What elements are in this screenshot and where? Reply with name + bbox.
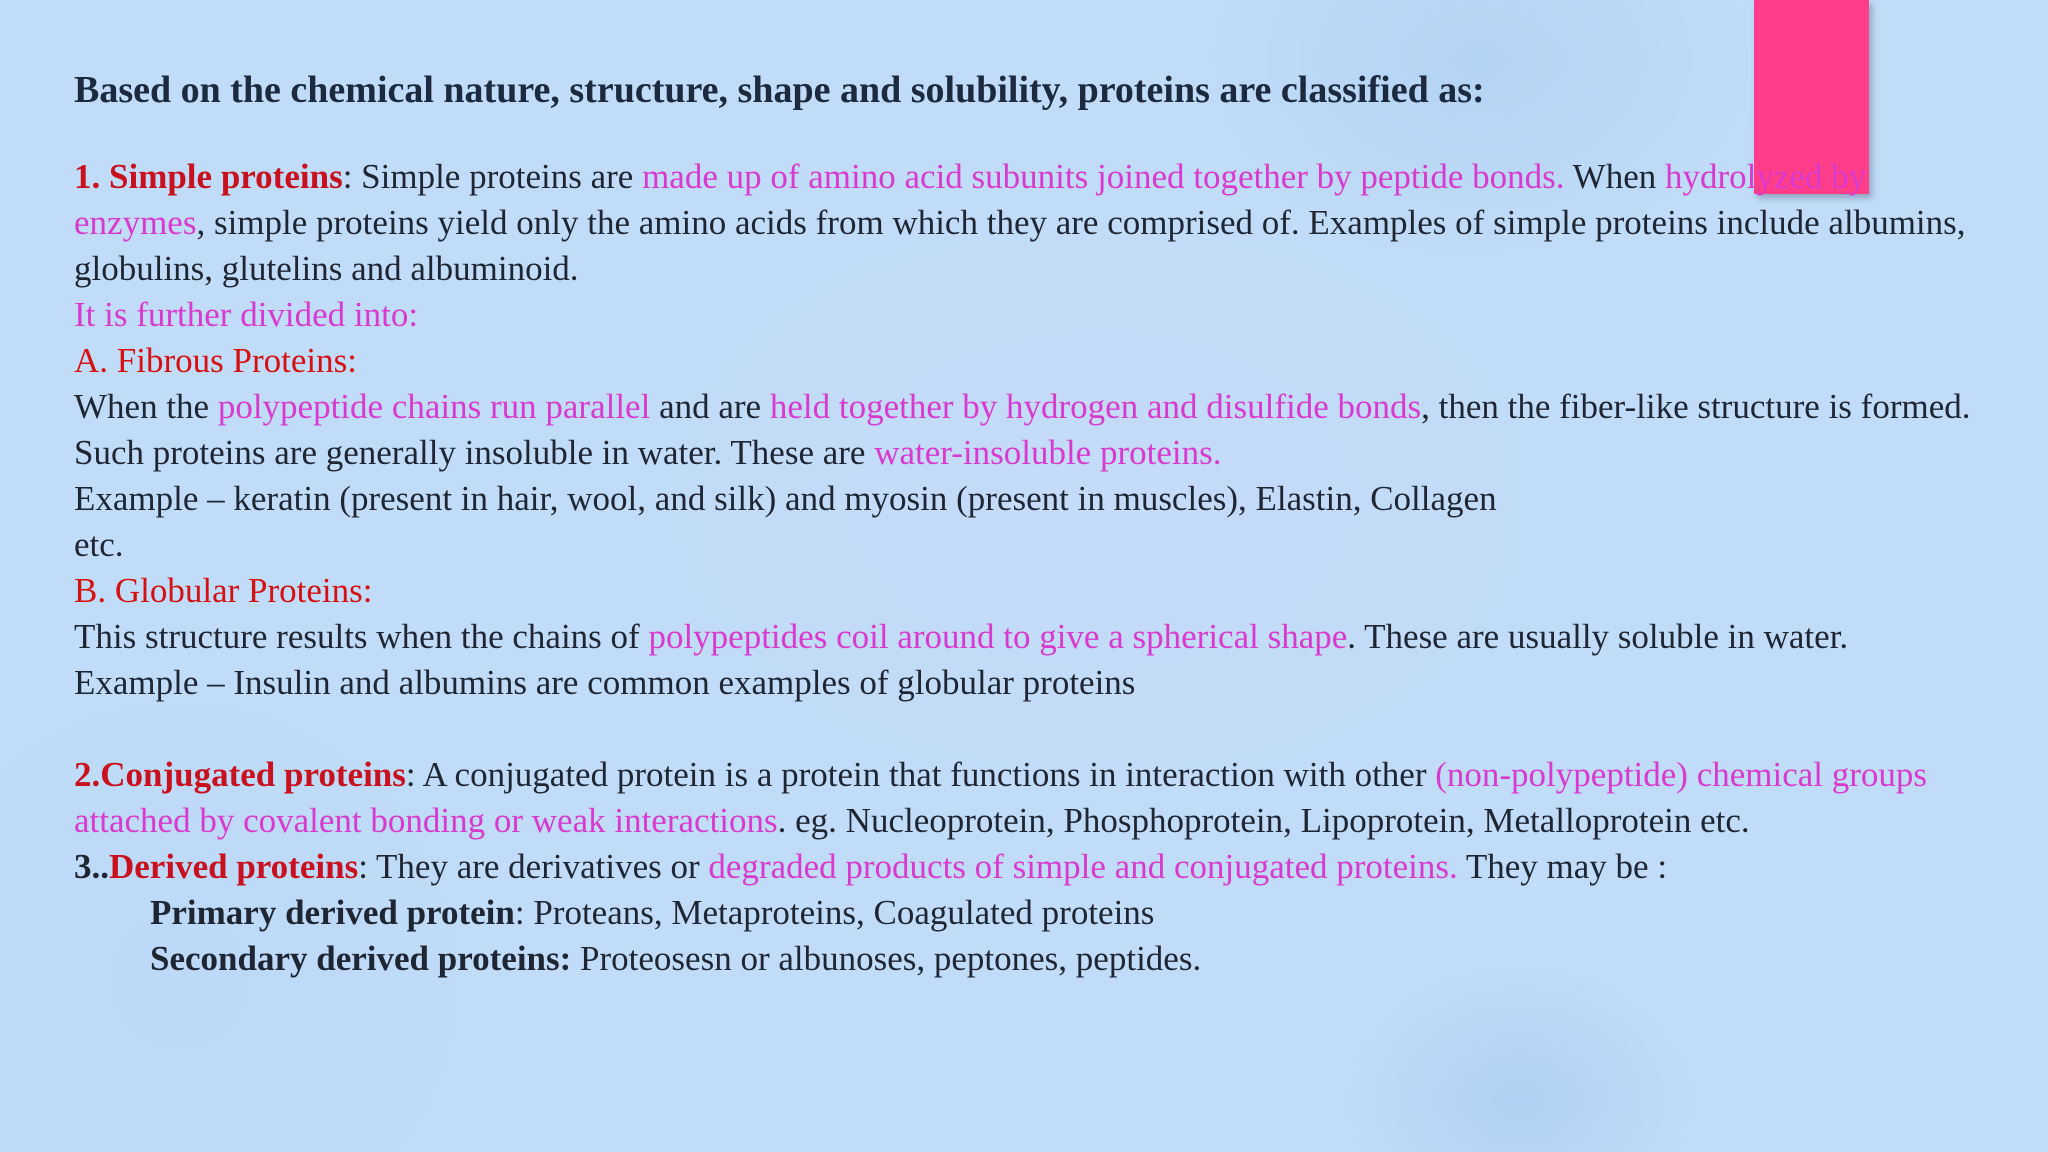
derived-proteins-paragraph [74,844,1994,890]
highlight-text: held together by hydrogen and disulfide bonds [769,387,1422,426]
highlight-text: polypeptides coil around to give a spherical shape [648,617,1348,656]
conjugated-proteins-paragraph [74,752,1994,844]
highlight-text: degraded products of simple and conjugated proteins. [708,847,1458,886]
text-fragment: They are derivatives or [376,847,709,886]
simple-proteins-paragraph [74,154,1994,292]
text-fragment: A conjugated protein is a protein that functions in interaction with other [422,755,1436,794]
secondary-derived-label: Secondary derived proteins: [150,939,572,978]
text-fragment: : [358,847,377,886]
text-fragment: When the [74,387,218,426]
derived-proteins-heading: Derived proteins [109,847,359,886]
highlight-text: made up of amino acid subunits joined together by peptide bonds. [642,157,1565,196]
slide-content [74,64,1994,982]
text-fragment: : [342,157,362,196]
fibrous-example-line-end: etc. [74,525,124,564]
text-fragment: , then the fiber-like structure is formed. Such proteins are generally insoluble in water. These are [74,387,1971,472]
text-fragment: They may be : [1457,847,1668,886]
highlight-text: hydrolyzed by enzymes [74,157,1867,242]
fibrous-proteins-paragraph [74,384,1994,476]
highlight-text: polypeptide chains run parallel [217,387,651,426]
text-fragment: . These are usually soluble in water. [1347,617,1849,656]
text-fragment: Simple proteins are [361,157,643,196]
globular-example-line: Example – Insulin and albumins are common examples of globular proteins [74,663,1136,702]
conjugated-proteins-heading: 2.Conjugated proteins [74,755,406,794]
text-fragment: This structure results when the chains of [74,617,649,656]
secondary-derived-text: Proteosesn or albunoses, peptones, peptides. [571,939,1202,978]
text-fragment: When [1564,157,1665,196]
globular-proteins-paragraph [74,614,1954,660]
secondary-derived-line [74,936,1994,982]
primary-derived-line [74,890,1994,936]
highlight-text: water-insoluble proteins. [874,433,1222,472]
highlight-text: (non-polypeptide) chemical groups attached by covalent bonding or weak interactions [74,755,1928,840]
divided-into-line: It is further divided into: [74,295,419,334]
primary-derived-text: : Proteans, Metaproteins, Coagulated proteins [514,893,1155,932]
text-fragment: . eg. Nucleoprotein, Phosphoprotein, Lipoprotein, Metalloprotein etc. [777,801,1750,840]
spacer [74,706,1994,752]
text-fragment: , simple proteins yield only the amino acids from which they are comprised of. Examples of simple proteins include albumins, globulins, glutelins and albuminoid. [74,203,1966,288]
text-fragment: : [405,755,423,794]
text-fragment: and are [650,387,770,426]
slide-title: Based on the chemical nature, structure, shape and solubility, proteins are classified as: [74,69,1485,111]
fibrous-example-line: Example – keratin (present in hair, wool, and silk) and myosin (present in muscles), Elastin, Collagen [74,479,1497,518]
simple-proteins-heading: 1. Simple proteins [74,157,343,196]
derived-number: 3.. [74,847,109,886]
globular-proteins-heading: B. Globular Proteins: [74,571,373,610]
fibrous-proteins-heading: A. Fibrous Proteins: [74,341,357,380]
primary-derived-label: Primary derived protein [150,893,515,932]
